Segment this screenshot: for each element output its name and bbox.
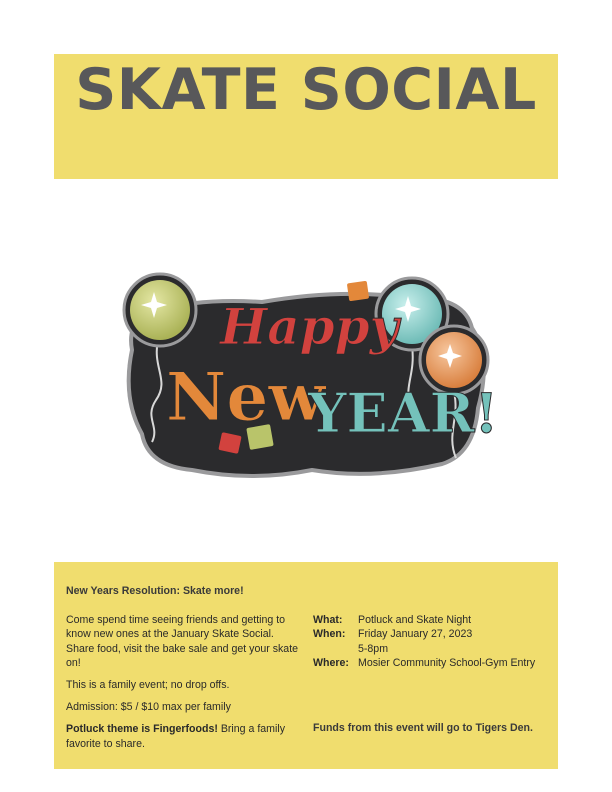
happy-new-year-artwork <box>112 258 502 508</box>
detail-when <box>313 627 553 641</box>
detail-what <box>313 613 553 627</box>
funds-note: Funds from this event will go to Tigers Den. <box>313 722 533 734</box>
what-value: Potluck and Skate Night <box>358 614 472 626</box>
when-label: When: <box>313 628 346 641</box>
detail-where <box>313 656 553 670</box>
happy-text: Happy <box>220 297 399 356</box>
admission-text: Admission: $5 / $10 max per family <box>66 701 231 714</box>
new-text: New <box>166 358 326 436</box>
what-label: What: <box>313 614 343 626</box>
header-band <box>54 54 558 179</box>
family-note: This is a family event; no drop offs. <box>66 679 230 692</box>
when-time: 5-8pm <box>358 642 389 655</box>
where-label: Where: <box>313 657 349 670</box>
potluck-paragraph <box>66 722 302 751</box>
page-title: SKATE SOCIAL <box>75 57 537 123</box>
info-band <box>54 562 558 769</box>
event-description <box>66 613 302 759</box>
event-details <box>313 613 553 671</box>
potluck-note: Bring a family favorite to share. <box>66 723 285 750</box>
intro-paragraph: Come spend time seeing friends and getting to know new ones at the January Skate Social. Share food, visit the bake sale and get your skate on! <box>66 614 299 670</box>
resolution-heading: New Years Resolution: Skate more! <box>66 585 244 597</box>
balloon-green-icon <box>124 274 196 346</box>
year-text: YEAR! <box>308 381 499 445</box>
potluck-theme: Potluck theme is Fingerfoods! <box>66 723 218 736</box>
where-value: Mosier Community School-Gym Entry <box>358 657 536 670</box>
detail-time <box>313 642 553 656</box>
when-value: Friday January 27, 2023 <box>358 628 473 641</box>
